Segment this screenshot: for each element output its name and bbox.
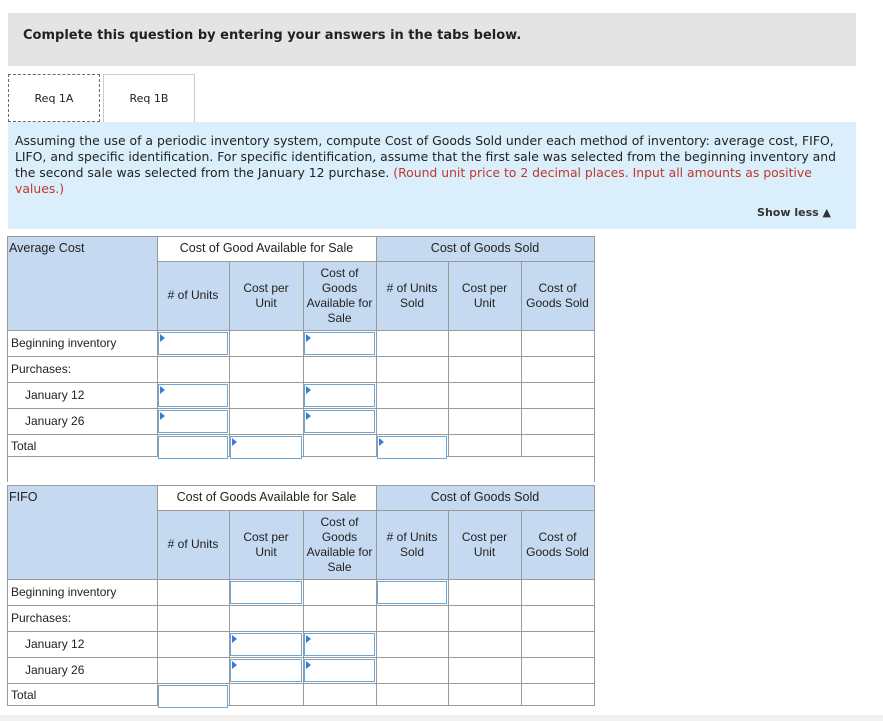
average_cost-row-label-1: Beginning inventory <box>8 331 156 355</box>
show-less-link[interactable] <box>757 206 831 219</box>
dropdown-arrow-icon <box>160 334 165 342</box>
dropdown-arrow-icon <box>160 412 165 420</box>
dropdown-arrow-icon <box>306 412 311 420</box>
fifo-input-r5-c1[interactable] <box>158 685 228 708</box>
average_cost-input-r1-c1[interactable] <box>158 332 228 355</box>
fifo-input-r3-c3[interactable] <box>304 633 375 656</box>
fifo-row-label-3: January 12 <box>8 632 156 656</box>
average_cost-row-label-2: Purchases: <box>8 357 156 381</box>
average_cost-rule-h2 <box>157 261 594 262</box>
fifo-rule-h2 <box>157 510 594 511</box>
average_cost-field-r3-c3[interactable] <box>305 386 374 407</box>
average_cost-input-r3-c1[interactable] <box>158 384 228 407</box>
average_cost-field-r4-c1[interactable] <box>159 412 227 433</box>
instructions-note: (Round unit price to 2 decimal places. Input all amounts as positive values.) <box>15 165 812 196</box>
fifo-border-right <box>594 485 595 706</box>
fifo-input-r3-c2[interactable] <box>230 633 302 656</box>
average_cost-field-r5-c2[interactable] <box>231 438 301 459</box>
average_cost-field-r3-c1[interactable] <box>159 386 227 407</box>
fifo-field-r1-c4[interactable] <box>378 583 446 604</box>
average_cost-col-header-2: Cost per Unit <box>243 280 289 310</box>
average_cost-title: Average Cost <box>9 241 85 255</box>
average_cost-input-r5-c4[interactable] <box>377 436 447 459</box>
average_cost-col-rule-5 <box>521 261 522 457</box>
banner-text: Complete this question by entering your answers in the tabs below. <box>23 28 522 43</box>
fifo-rule-top <box>7 485 594 486</box>
average_cost-row-label-3: January 12 <box>8 383 156 407</box>
dropdown-arrow-icon <box>160 386 165 394</box>
fifo-col-header-2: Cost per Unit <box>243 529 289 559</box>
fifo-field-r4-c3[interactable] <box>305 661 374 682</box>
dropdown-arrow-icon <box>379 438 384 446</box>
average_cost-col-header-3: Cost of Goods Available for Sale <box>306 265 373 325</box>
fifo-field-r3-c2[interactable] <box>231 635 301 656</box>
average_cost-row-label-5: Total <box>8 435 156 456</box>
fifo-input-r1-c4[interactable] <box>377 581 447 604</box>
average_cost-rule-top <box>7 236 594 237</box>
fifo-title: FIFO <box>9 490 38 504</box>
fifo-input-r4-c3[interactable] <box>304 659 375 682</box>
average_cost-col-header-5: Cost per Unit <box>461 280 508 310</box>
average_cost-input-r3-c3[interactable] <box>304 384 375 407</box>
fifo-field-r4-c2[interactable] <box>231 661 301 682</box>
dropdown-arrow-icon <box>232 438 237 446</box>
fifo-col-header-6: Cost of Goods Sold <box>526 529 589 559</box>
fifo-group1-header: Cost of Goods Available for Sale <box>176 490 357 504</box>
fifo-col-rule-5 <box>521 510 522 706</box>
fifo-col-rule-4 <box>448 510 449 706</box>
fifo-rule-bottom <box>7 705 594 706</box>
spacer-right <box>594 457 595 482</box>
fifo-field-r3-c3[interactable] <box>305 635 374 656</box>
average_cost-group1-header: Cost of Good Available for Sale <box>179 241 354 255</box>
fifo-row-label-4: January 26 <box>8 658 156 682</box>
average_cost-group-rule <box>376 236 377 457</box>
average_cost-input-r4-c1[interactable] <box>158 410 228 433</box>
tab-req-1b[interactable]: Req 1B <box>103 74 195 122</box>
average_cost-input-r5-c1[interactable] <box>158 436 228 459</box>
fifo-field-r5-c1[interactable] <box>159 687 227 708</box>
average_cost-field-r5-c1[interactable] <box>159 438 227 459</box>
fifo-input-r1-c2[interactable] <box>230 581 302 604</box>
spacer-left <box>7 457 8 482</box>
fifo-col-rule-0 <box>157 485 158 706</box>
average_cost-input-r5-c2[interactable] <box>230 436 302 459</box>
average_cost-border-right <box>594 236 595 457</box>
instructions-body: Assuming the use of a periodic inventory system, compute Cost of Goods Sold under each method of inventory: average cost, FIFO, LIFO, and specific identification. For specific identification, assume that the first sale was selected from the beginning inventory and the second sale was selected from the January 12 purchase. <box>15 133 836 180</box>
average_cost-col-rule-1 <box>229 261 230 457</box>
instructions-text <box>15 133 850 197</box>
average_cost-col-header-6: Cost of Goods Sold <box>526 280 589 310</box>
fifo-field-r1-c2[interactable] <box>231 583 301 604</box>
dropdown-arrow-icon <box>232 661 237 669</box>
fifo-row-label-1: Beginning inventory <box>8 580 156 604</box>
average_cost-row-label-4: January 26 <box>8 409 156 433</box>
fifo-col-header-4: # of Units Sold <box>386 529 438 559</box>
fifo-row-label-2: Purchases: <box>8 606 156 630</box>
fifo-col-header-1: # of Units <box>167 537 219 551</box>
fifo-row-label-5: Total <box>8 684 156 705</box>
dropdown-arrow-icon <box>306 334 311 342</box>
fifo-group2-header: Cost of Goods Sold <box>376 485 594 510</box>
average_cost-field-r5-c4[interactable] <box>378 438 446 459</box>
fifo-input-r4-c2[interactable] <box>230 659 302 682</box>
dropdown-arrow-icon <box>306 386 311 394</box>
average_cost-col-header-1: # of Units <box>167 288 219 302</box>
average_cost-input-r1-c3[interactable] <box>304 332 375 355</box>
fifo-col-header-3: Cost of Goods Available for Sale <box>306 514 373 574</box>
dropdown-arrow-icon <box>306 635 311 643</box>
show-less-label: Show less <box>757 206 819 219</box>
average_cost-col-rule-4 <box>448 261 449 457</box>
dropdown-arrow-icon <box>232 635 237 643</box>
average_cost-col-header-4: # of Units Sold <box>386 280 438 310</box>
average_cost-group2-header: Cost of Goods Sold <box>376 236 594 261</box>
fifo-col-header-5: Cost per Unit <box>461 529 508 559</box>
bottom-rule <box>0 715 883 721</box>
average_cost-field-r4-c3[interactable] <box>305 412 374 433</box>
average_cost-input-r4-c3[interactable] <box>304 410 375 433</box>
dropdown-arrow-icon <box>306 661 311 669</box>
average_cost-field-r1-c3[interactable] <box>305 334 374 355</box>
triangle-up-icon: ▲ <box>822 206 831 219</box>
average_cost-field-r1-c1[interactable] <box>159 334 227 355</box>
tab-req-1a[interactable]: Req 1A <box>8 74 100 122</box>
